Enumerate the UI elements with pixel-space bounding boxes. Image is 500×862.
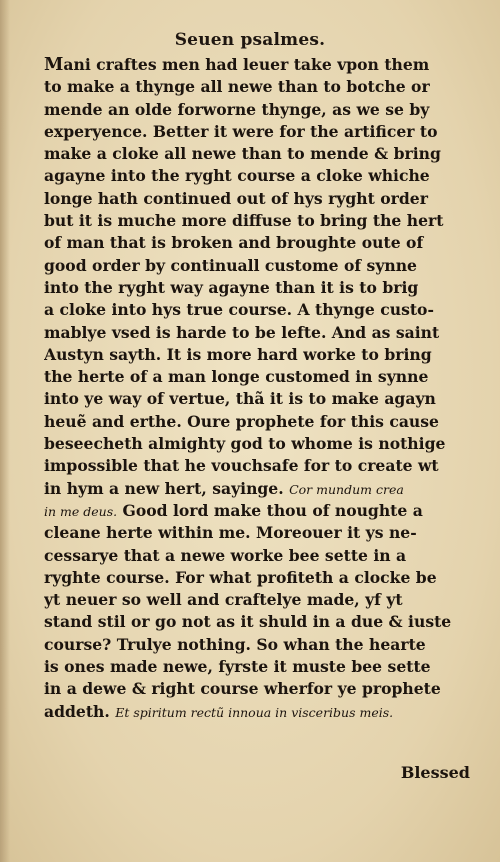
text-line: impossible that he vouchsafe for to create wt [44,456,439,476]
text-line: is ones made newe, fyrste it muste bee sette [44,657,431,677]
text-line: agayne into the ryght course a cloke whiche [44,166,430,186]
catchword: Blessed [400,763,470,782]
text-line: mablye vsed is harde to be lefte. And as saint [44,322,440,342]
text-line: the herte of a man longe customed in synne [44,367,429,387]
text-line: into ye way of vertue, thã it is to make agayn [44,389,436,409]
text-line-with-latin [44,478,476,500]
latin-quotation: Cor mundum crea [289,481,404,497]
text-segment: in hym a new hert, sayinge. [44,478,284,498]
text-line: into the ryght way agayne than it is to brig [44,277,419,297]
text-line: good order by continuall custome of synne [44,255,417,275]
latin-quotation: in me deus. [44,503,118,519]
page-gutter-shadow [0,0,10,862]
text-line: to make a thynge all newe than to botche or [44,77,430,97]
text-line: experyence. Better it were for the artificer to [44,121,438,141]
text-line: cessarye that a newe worke bee sette in a [44,545,407,565]
text-line: cleane herte within me. Moreouer it ys ne- [44,523,417,543]
text-line: beseecheth almighty god to whome is nothige [44,434,446,454]
text-line: Austyn sayth. It is more hard worke to bring [44,344,432,364]
text-line: of man that is broken and broughte oute of [44,233,424,253]
text-line: a cloke into hys true course. A thynge custo- [44,300,434,320]
text-line: heuẽ and erthe. Oure prophete for this cause [44,411,439,431]
running-head: Seuen psalmes. [174,30,326,50]
text-line: Mani craftes men had leuer take vpon them [44,55,430,75]
text-line: make a cloke all newe than to mende & bring [44,144,441,164]
text-segment: addeth. [44,701,110,721]
text-line: stand stil or go not as it shuld in a due & iuste [44,612,452,632]
text-line: but it is muche more diffuse to bring the hert [44,211,444,231]
text-line-with-latin [44,701,476,723]
text-line-with-latin [44,500,476,522]
latin-quotation: Et spiritum rectũ innoua in visceribus meis. [115,704,394,720]
text-line: course? Trulye nothing. So whan the hearte [44,634,426,654]
text-line: yt neuer so well and craftelye made, yf yt [44,590,403,610]
text-line: in a dewe & right course wherfor ye prophete [44,679,441,699]
body-text [44,54,476,723]
text-line: ryghte course. For what profiteth a clocke be [44,567,437,587]
text-line: longe hath continued out of hys ryght order [44,188,428,208]
text-segment: Good lord make thou of noughte a [122,500,423,520]
text-line: mende an olde forworne thynge, as we se by [44,99,430,119]
